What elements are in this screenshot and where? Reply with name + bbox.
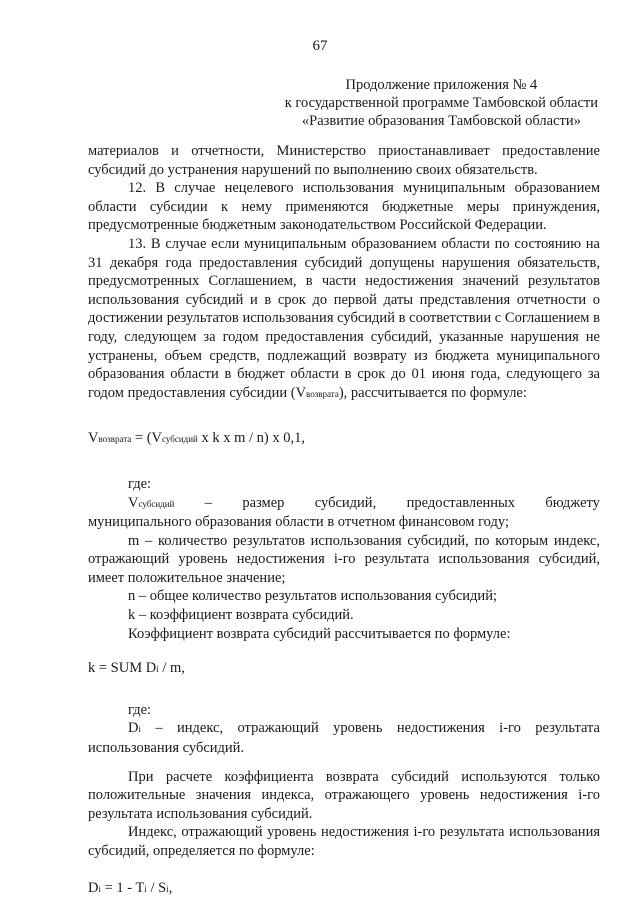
- definition-d: Di – индекс, отражающий уровень недостижения i-го результата использования субсидий.: [88, 720, 600, 757]
- where-label-1: где:: [128, 475, 152, 492]
- appendix-header: [285, 76, 598, 130]
- header-line-3: «Развитие образования Тамбовской области»: [301, 113, 581, 129]
- document-body: [88, 142, 600, 898]
- page-number: 67: [312, 38, 328, 54]
- paragraph-13: 13. В случае если муниципальным образованием области по состоянию на 31 декабря года предоставления субсидий допущены нарушения обязательств, предусмотренных Соглашением, в части недостижения значений результатов использования субсидий и в срок до первой даты представления отчетности о достижении результатов использования субсидий в соответствии с Соглашением в году, следующем за годом предоставления субсидий, указанные нарушения не устранены, объем средств, подлежащий возврату из бюджета муниципального образования области в бюджет области в срок до 01 июня года, следующего за годом предоставления субсидии (Vвозврата), рассчитывается по формуле:: [88, 235, 600, 401]
- definition-k: k – коэффициент возврата субсидий.: [128, 607, 354, 624]
- definition-v-rest: муниципального образования области в отчетном финансовом году;: [88, 514, 509, 531]
- paragraph-continuation: материалов и отчетности, Министерство приостанавливает предоставление субсидий до устранения нарушений по выполнению своих обязательств.: [88, 143, 600, 178]
- formula-v-return: Vвозврата = (Vсубсидий x k x m / n) x 0,1,: [88, 430, 306, 447]
- header-line-1: Продолжение приложения № 4: [345, 77, 538, 93]
- k-formula-intro: Коэффициент возврата субсидий рассчитывается по формуле:: [128, 625, 511, 642]
- formula-k: k = SUM Di / m,: [88, 660, 185, 677]
- formula-d: Di = 1 - Ti / Si,: [88, 879, 173, 896]
- where-label-2: где:: [128, 701, 152, 718]
- definition-n: n – общее количество результатов использования субсидий;: [128, 588, 497, 605]
- paragraph-12: 12. В случае нецелевого использования муниципальным образованием области субсидии к нему применяются бюджетные меры принуждения, предусмотренные бюджетным законодательством Российской Федерации.: [88, 180, 600, 234]
- header-line-2: к государственной программе Тамбовской области: [284, 95, 598, 111]
- paragraph-index-formula: Индекс, отражающий уровень недостижения i-го результата использования субсидий, определяется по формуле:: [88, 824, 600, 859]
- definition-v-subsidies: Vсубсидий – размер субсидий, предоставленных бюджету: [128, 494, 600, 511]
- paragraph-positive-values: При расчете коэффициента возврата субсидий используются только положительные значения индекса, отражающего уровень недостижения i-го результата использования субсидий.: [88, 768, 600, 822]
- definition-m: m – количество результатов использования субсидий, по которым индекс, отражающий уровень недостижения i-го результата использования субсидий, имеет положительное значение;: [88, 532, 600, 586]
